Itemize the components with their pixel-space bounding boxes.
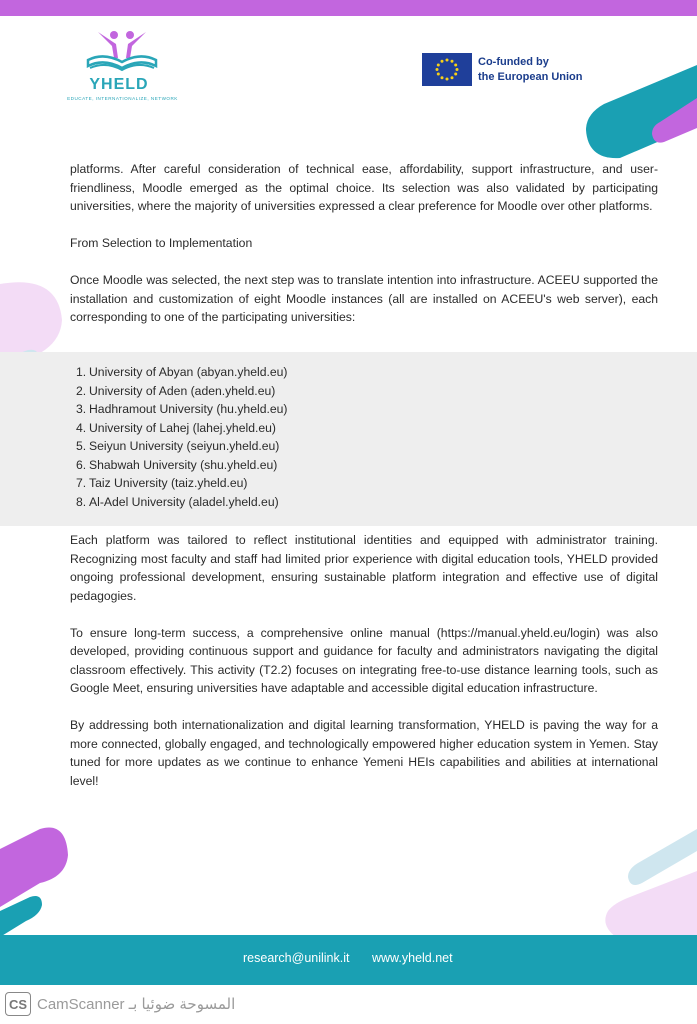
paragraph-implementation: Once Moodle was selected, the next step was to translate intention into infrastructure. ACEEU supported the installation and customization of eight Moodle instances (all are installed on ACEEU's web server), each corresponding to one of the participating universities: bbox=[70, 273, 658, 324]
section-subheading: From Selection to Implementation bbox=[70, 236, 253, 250]
camscanner-watermark bbox=[5, 991, 235, 1017]
logo-tagline: EDUCATE, INTERNATIONALIZE, NETWORK bbox=[67, 96, 178, 101]
camscanner-text: CamScanner المسوحة ضوئيا بـ bbox=[37, 996, 236, 1013]
camscanner-badge: CS bbox=[5, 992, 31, 1016]
footer-bar bbox=[0, 935, 697, 985]
bottom-left-decoration bbox=[0, 825, 70, 940]
list-item: 2. University of Aden (aden.yheld.eu) bbox=[76, 382, 288, 401]
university-name: Shabwah University (shu.yheld.eu) bbox=[89, 457, 278, 472]
university-name: Hadhramout University (hu.yheld.eu) bbox=[89, 402, 288, 416]
university-name: University of Lahej (lahej.yheld.eu) bbox=[89, 420, 276, 435]
paragraph-manual: To ensure long-term success, a comprehensive online manual (https://manual.yheld.eu/login) was also developed, providing continuous support and guidance for faculty and administrators navigating the digital classroom effectively. This activity (T2.2) focuses on integrating free-to-use distance learning tools, such as Google Meet, ensuring universities have adaptable and accessible digital education infrastructure. bbox=[70, 625, 658, 695]
university-list bbox=[76, 363, 288, 511]
top-right-decoration bbox=[580, 30, 697, 160]
university-name: Seiyun University (seiyun.yheld.eu) bbox=[89, 439, 280, 453]
list-item: 1. University of Abyan (abyan.yheld.eu) bbox=[76, 363, 288, 382]
eu-line-2: the European Union bbox=[478, 71, 583, 83]
body-text-top bbox=[70, 160, 658, 327]
university-name: University of Abyan (abyan.yheld.eu) bbox=[89, 365, 288, 379]
list-item: 3. Hadhramout University (hu.yheld.eu) bbox=[76, 400, 288, 419]
university-name: University of Aden (aden.yheld.eu) bbox=[89, 383, 276, 398]
body-text-bottom bbox=[70, 531, 658, 809]
bottom-right-decoration bbox=[600, 825, 697, 937]
list-item: 6. Shabwah University (shu.yheld.eu) bbox=[76, 456, 288, 475]
top-accent-bar bbox=[0, 0, 697, 16]
list-item: 8. Al-Adel University (aladel.yheld.eu) bbox=[76, 493, 288, 512]
university-name: Al-Adel University (aladel.yheld.eu) bbox=[89, 494, 279, 509]
eu-flag-icon bbox=[422, 53, 472, 86]
paragraph-moodle-choice: platforms. After careful consideration of technical ease, affordability, support infrastructure, and user-friendliness, Moodle emerged as the optimal choice. Its selection was also validated by participating universities, where the majority of universities expressed a clear preference for Moodle over other platforms. bbox=[70, 162, 658, 213]
yheld-logo bbox=[60, 28, 185, 108]
paragraph-conclusion: By addressing both internationalization and digital learning transformation, YHELD is paving the way for a more connected, globally engaged, and technologically empowered higher education system in Yemen. Stay tuned for more updates as we continue to enhance Yemeni HEIs capabilities and abilities at international level! bbox=[70, 718, 658, 788]
logo-figures-book-icon bbox=[82, 28, 162, 76]
paragraph-tailoring: Each platform was tailored to reflect institutional identities and equipped with administrator training. Recognizing most faculty and staff had limited prior experience with digital education tools, YHELD provided ongoing professional development, ensuring sustainable platform integration and effective use of digital pedagogies. bbox=[70, 533, 658, 603]
list-item: 4. University of Lahej (lahej.yheld.eu) bbox=[76, 419, 288, 438]
university-name: Taiz University (taiz.yheld.eu) bbox=[89, 476, 248, 490]
footer-email-link[interactable]: research@unilink.it bbox=[243, 951, 350, 965]
logo-wordmark: YHELD bbox=[89, 76, 149, 93]
list-item: 5. Seiyun University (seiyun.yheld.eu) bbox=[76, 437, 288, 456]
footer-website-link[interactable]: www.yheld.net bbox=[372, 951, 453, 965]
list-item: 7. Taiz University (taiz.yheld.eu) bbox=[76, 474, 288, 493]
eu-line-1: Co-funded by bbox=[478, 56, 549, 68]
